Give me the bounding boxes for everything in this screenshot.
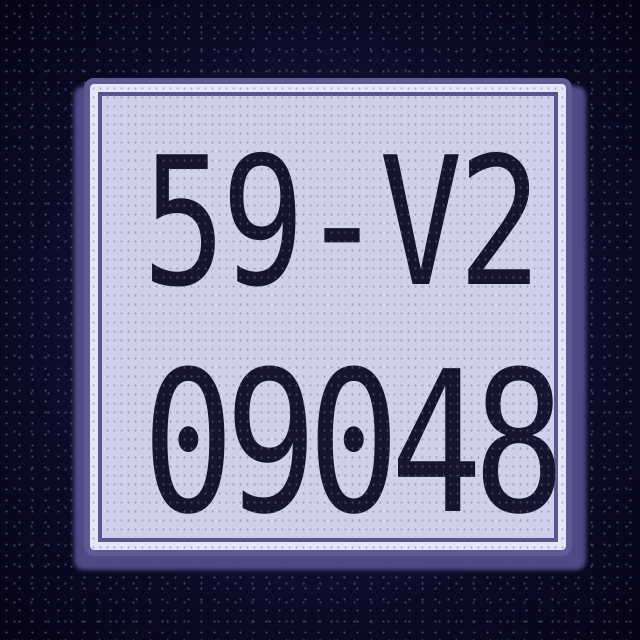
license-plate	[84, 78, 572, 556]
plate-line-2: 09048	[142, 330, 556, 556]
plate-line-1: 59-V2	[142, 119, 537, 326]
